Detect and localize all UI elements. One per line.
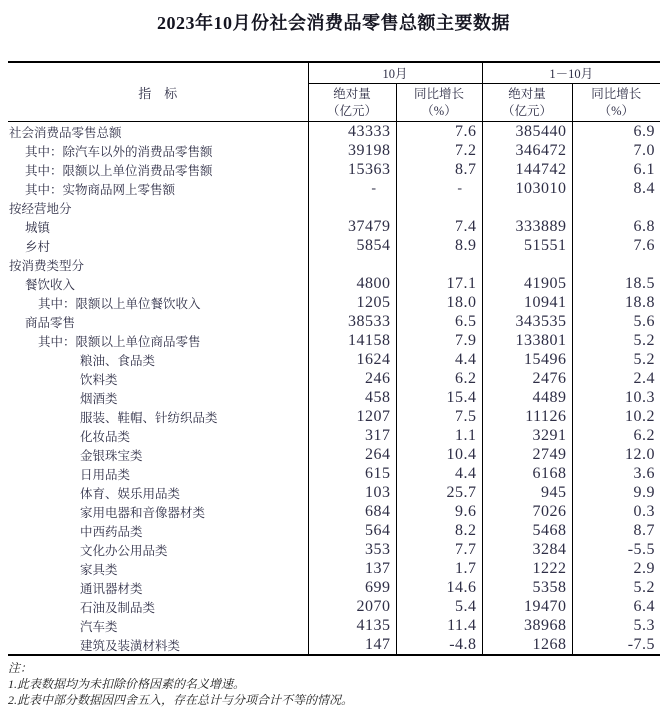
value-cell-oct-yoy: 6.2 [396, 369, 482, 388]
value-cell-ytd-yoy: 9.9 [572, 483, 660, 502]
value-cell-ytd-absolute: 15496 [482, 350, 572, 369]
table-row [8, 122, 660, 142]
value-cell-oct-yoy: 4.4 [396, 464, 482, 483]
value-cell-ytd-yoy: 2.9 [572, 559, 660, 578]
table-row [8, 502, 660, 521]
value-cell-oct-yoy: 1.7 [396, 559, 482, 578]
value-cell-ytd-yoy: 6.1 [572, 160, 660, 179]
table-row [8, 160, 660, 179]
value-cell-ytd-absolute [482, 198, 572, 217]
value-cell-oct-absolute: 353 [308, 540, 396, 559]
table-row [8, 426, 660, 445]
header-abs-label: 绝对量 [508, 86, 546, 101]
value-cell-oct-absolute: 103 [308, 483, 396, 502]
table-row [8, 464, 660, 483]
header-ytd-yoy [572, 84, 660, 122]
header-row-groups [8, 62, 660, 84]
value-cell-ytd-yoy: 8.4 [572, 179, 660, 198]
indicator-cell: 金银珠宝类 [80, 448, 143, 463]
table-row [8, 445, 660, 464]
indicator-cell: 家具类 [80, 562, 118, 577]
retail-sales-table [8, 61, 660, 656]
value-cell-ytd-yoy: -7.5 [572, 635, 660, 655]
indicator-cell: 日用品类 [80, 467, 131, 482]
value-cell-ytd-absolute [482, 255, 572, 274]
value-cell-ytd-absolute: 3284 [482, 540, 572, 559]
value-cell-oct-yoy: 8.7 [396, 160, 482, 179]
value-cell-ytd-yoy: 6.9 [572, 122, 660, 142]
value-cell-ytd-absolute: 1222 [482, 559, 572, 578]
value-cell-oct-absolute: 1624 [308, 350, 396, 369]
value-cell-oct-absolute [308, 198, 396, 217]
header-abs-unit: （亿元） [326, 103, 377, 118]
value-cell-oct-yoy: 14.6 [396, 578, 482, 597]
value-cell-oct-absolute: 684 [308, 502, 396, 521]
header-group-jan-oct: 1－10月 [482, 62, 660, 84]
value-cell-oct-yoy: 8.9 [396, 236, 482, 255]
value-cell-ytd-yoy: 6.4 [572, 597, 660, 616]
value-cell-oct-absolute: 564 [308, 521, 396, 540]
header-indicator: 指 标 [8, 62, 308, 122]
value-cell-oct-yoy: 9.6 [396, 502, 482, 521]
indicator-cell: 建筑及装潢材料类 [80, 638, 181, 653]
indicator-cell: 化妆品类 [80, 429, 131, 444]
indicator-cell: 其中：实物商品网上零售额 [25, 182, 176, 197]
indicator-cell: 其中：限额以上单位餐饮收入 [38, 296, 201, 311]
indicator-cell: 其中：限额以上单位消费品零售额 [25, 163, 213, 178]
header-ytd-absolute [482, 84, 572, 122]
value-cell-oct-absolute: 14158 [308, 331, 396, 350]
table-row [8, 597, 660, 616]
value-cell-ytd-yoy: 10.2 [572, 407, 660, 426]
value-cell-oct-absolute: 615 [308, 464, 396, 483]
notes [8, 660, 667, 708]
value-cell-oct-yoy: 10.4 [396, 445, 482, 464]
value-cell-ytd-absolute: 1268 [482, 635, 572, 655]
value-cell-ytd-absolute: 6168 [482, 464, 572, 483]
value-cell-oct-absolute: 699 [308, 578, 396, 597]
value-cell-oct-yoy: 6.5 [396, 312, 482, 331]
value-cell-ytd-yoy: 5.6 [572, 312, 660, 331]
table-header [8, 62, 660, 122]
value-cell-ytd-yoy: 12.0 [572, 445, 660, 464]
table-row [8, 635, 660, 655]
value-cell-oct-absolute: 137 [308, 559, 396, 578]
indicator-cell: 城镇 [25, 220, 51, 235]
indicator-cell: 中西药品类 [80, 524, 143, 539]
value-cell-ytd-absolute: 41905 [482, 274, 572, 293]
indicator-cell: 通讯器材类 [80, 581, 143, 596]
value-cell-ytd-absolute: 10941 [482, 293, 572, 312]
indicator-cell: 商品零售 [25, 315, 76, 330]
table-row [8, 141, 660, 160]
value-cell-ytd-yoy: 3.6 [572, 464, 660, 483]
value-cell-oct-absolute: 246 [308, 369, 396, 388]
value-cell-ytd-absolute: 385440 [482, 122, 572, 142]
indicator-cell: 餐饮收入 [25, 277, 76, 292]
value-cell-oct-yoy: 15.4 [396, 388, 482, 407]
indicator-cell: 粮油、食品类 [80, 353, 156, 368]
value-cell-oct-yoy: 7.5 [396, 407, 482, 426]
value-cell-ytd-absolute: 343535 [482, 312, 572, 331]
value-cell-ytd-absolute: 51551 [482, 236, 572, 255]
table-row [8, 312, 660, 331]
value-cell-ytd-absolute: 2476 [482, 369, 572, 388]
value-cell-oct-absolute: 147 [308, 635, 396, 655]
value-cell-ytd-yoy: 2.4 [572, 369, 660, 388]
note-item-1: 1.此表数据均为未扣除价格因素的名义增速。 [8, 677, 246, 691]
value-cell-oct-absolute [308, 255, 396, 274]
value-cell-oct-yoy: 17.1 [396, 274, 482, 293]
table-row [8, 540, 660, 559]
value-cell-ytd-absolute: 7026 [482, 502, 572, 521]
value-cell-ytd-absolute: 2749 [482, 445, 572, 464]
value-cell-oct-absolute: 1205 [308, 293, 396, 312]
indicator-cell: 按消费类型分 [9, 258, 85, 273]
value-cell-ytd-absolute: 103010 [482, 179, 572, 198]
value-cell-oct-absolute: - [308, 179, 396, 198]
value-cell-oct-yoy: 4.4 [396, 350, 482, 369]
indicator-cell: 社会消费品零售总额 [9, 125, 122, 140]
value-cell-oct-yoy: 18.0 [396, 293, 482, 312]
table-row [8, 331, 660, 350]
value-cell-ytd-yoy: 5.3 [572, 616, 660, 635]
value-cell-ytd-yoy: 7.6 [572, 236, 660, 255]
value-cell-oct-absolute: 317 [308, 426, 396, 445]
indicator-cell: 其中：限额以上单位商品零售 [38, 334, 201, 349]
header-group-october: 10月 [308, 62, 482, 84]
value-cell-ytd-yoy: 7.0 [572, 141, 660, 160]
value-cell-ytd-absolute: 144742 [482, 160, 572, 179]
value-cell-oct-absolute: 2070 [308, 597, 396, 616]
header-yoy-unit: （%） [421, 103, 457, 118]
header-oct-yoy [396, 84, 482, 122]
value-cell-oct-absolute: 39198 [308, 141, 396, 160]
value-cell-oct-absolute: 43333 [308, 122, 396, 142]
indicator-cell: 烟酒类 [80, 391, 118, 406]
value-cell-ytd-yoy: 5.2 [572, 578, 660, 597]
value-cell-ytd-yoy: 5.2 [572, 350, 660, 369]
header-yoy-label: 同比增长 [591, 86, 642, 101]
value-cell-oct-yoy: 25.7 [396, 483, 482, 502]
table-row [8, 578, 660, 597]
value-cell-oct-absolute: 1207 [308, 407, 396, 426]
value-cell-oct-absolute: 458 [308, 388, 396, 407]
value-cell-oct-yoy: 11.4 [396, 616, 482, 635]
value-cell-oct-yoy: - [396, 179, 482, 198]
value-cell-oct-absolute: 38533 [308, 312, 396, 331]
table-row [8, 521, 660, 540]
table-row [8, 350, 660, 369]
indicator-cell: 服装、鞋帽、针纺织品类 [80, 410, 218, 425]
value-cell-ytd-absolute: 3291 [482, 426, 572, 445]
value-cell-oct-yoy: 7.7 [396, 540, 482, 559]
table-row [8, 483, 660, 502]
table-row [8, 217, 660, 236]
header-yoy-label: 同比增长 [414, 86, 465, 101]
header-abs-label: 绝对量 [333, 86, 371, 101]
value-cell-oct-absolute: 4135 [308, 616, 396, 635]
table-row [8, 293, 660, 312]
value-cell-ytd-yoy: 18.8 [572, 293, 660, 312]
value-cell-oct-yoy: -4.8 [396, 635, 482, 655]
table-row [8, 616, 660, 635]
value-cell-ytd-yoy: 10.3 [572, 388, 660, 407]
value-cell-ytd-absolute: 4489 [482, 388, 572, 407]
indicator-cell: 体育、娱乐用品类 [80, 486, 181, 501]
value-cell-oct-absolute: 5854 [308, 236, 396, 255]
notes-heading: 注： [8, 661, 33, 675]
table-row [8, 255, 660, 274]
indicator-cell: 汽车类 [80, 619, 118, 634]
value-cell-oct-absolute: 37479 [308, 217, 396, 236]
value-cell-ytd-yoy [572, 198, 660, 217]
value-cell-oct-absolute: 264 [308, 445, 396, 464]
value-cell-ytd-absolute: 333889 [482, 217, 572, 236]
value-cell-oct-absolute: 4800 [308, 274, 396, 293]
table-body [8, 122, 660, 656]
value-cell-ytd-yoy: 18.5 [572, 274, 660, 293]
note-item-2: 2.此表中部分数据因四舍五入，存在总计与分项合计不等的情况。 [8, 693, 354, 707]
value-cell-oct-yoy [396, 255, 482, 274]
value-cell-oct-yoy: 7.2 [396, 141, 482, 160]
indicator-cell: 家用电器和音像器材类 [80, 505, 206, 520]
value-cell-oct-yoy: 1.1 [396, 426, 482, 445]
header-yoy-unit: （%） [598, 103, 634, 118]
value-cell-ytd-yoy: 0.3 [572, 502, 660, 521]
value-cell-ytd-yoy: 6.8 [572, 217, 660, 236]
value-cell-ytd-yoy: -5.5 [572, 540, 660, 559]
table-row [8, 559, 660, 578]
page-title: 2023年10月份社会消费品零售总额主要数据 [157, 13, 510, 33]
table-row [8, 179, 660, 198]
value-cell-ytd-yoy: 8.7 [572, 521, 660, 540]
value-cell-ytd-yoy: 5.2 [572, 331, 660, 350]
indicator-cell: 饮料类 [80, 372, 118, 387]
value-cell-ytd-yoy [572, 255, 660, 274]
table-row [8, 236, 660, 255]
value-cell-ytd-absolute: 346472 [482, 141, 572, 160]
header-abs-unit: （亿元） [502, 103, 553, 118]
value-cell-ytd-absolute: 19470 [482, 597, 572, 616]
table-row [8, 369, 660, 388]
table-row [8, 274, 660, 293]
value-cell-oct-yoy: 7.4 [396, 217, 482, 236]
indicator-cell: 乡村 [25, 239, 51, 254]
table-row [8, 198, 660, 217]
value-cell-oct-absolute: 15363 [308, 160, 396, 179]
indicator-cell: 文化办公用品类 [80, 543, 168, 558]
value-cell-ytd-absolute: 5468 [482, 521, 572, 540]
indicator-cell: 石油及制品类 [80, 600, 156, 615]
value-cell-ytd-absolute: 5358 [482, 578, 572, 597]
header-oct-absolute [308, 84, 396, 122]
value-cell-ytd-absolute: 133801 [482, 331, 572, 350]
value-cell-oct-yoy [396, 198, 482, 217]
value-cell-oct-yoy: 7.9 [396, 331, 482, 350]
value-cell-ytd-absolute: 945 [482, 483, 572, 502]
value-cell-ytd-yoy: 6.2 [572, 426, 660, 445]
value-cell-ytd-absolute: 38968 [482, 616, 572, 635]
value-cell-oct-yoy: 8.2 [396, 521, 482, 540]
value-cell-oct-yoy: 5.4 [396, 597, 482, 616]
table-row [8, 388, 660, 407]
value-cell-oct-yoy: 7.6 [396, 122, 482, 142]
table-row [8, 407, 660, 426]
value-cell-ytd-absolute: 11126 [482, 407, 572, 426]
indicator-cell: 其中：除汽车以外的消费品零售额 [25, 144, 213, 159]
indicator-cell: 按经营地分 [9, 201, 72, 216]
